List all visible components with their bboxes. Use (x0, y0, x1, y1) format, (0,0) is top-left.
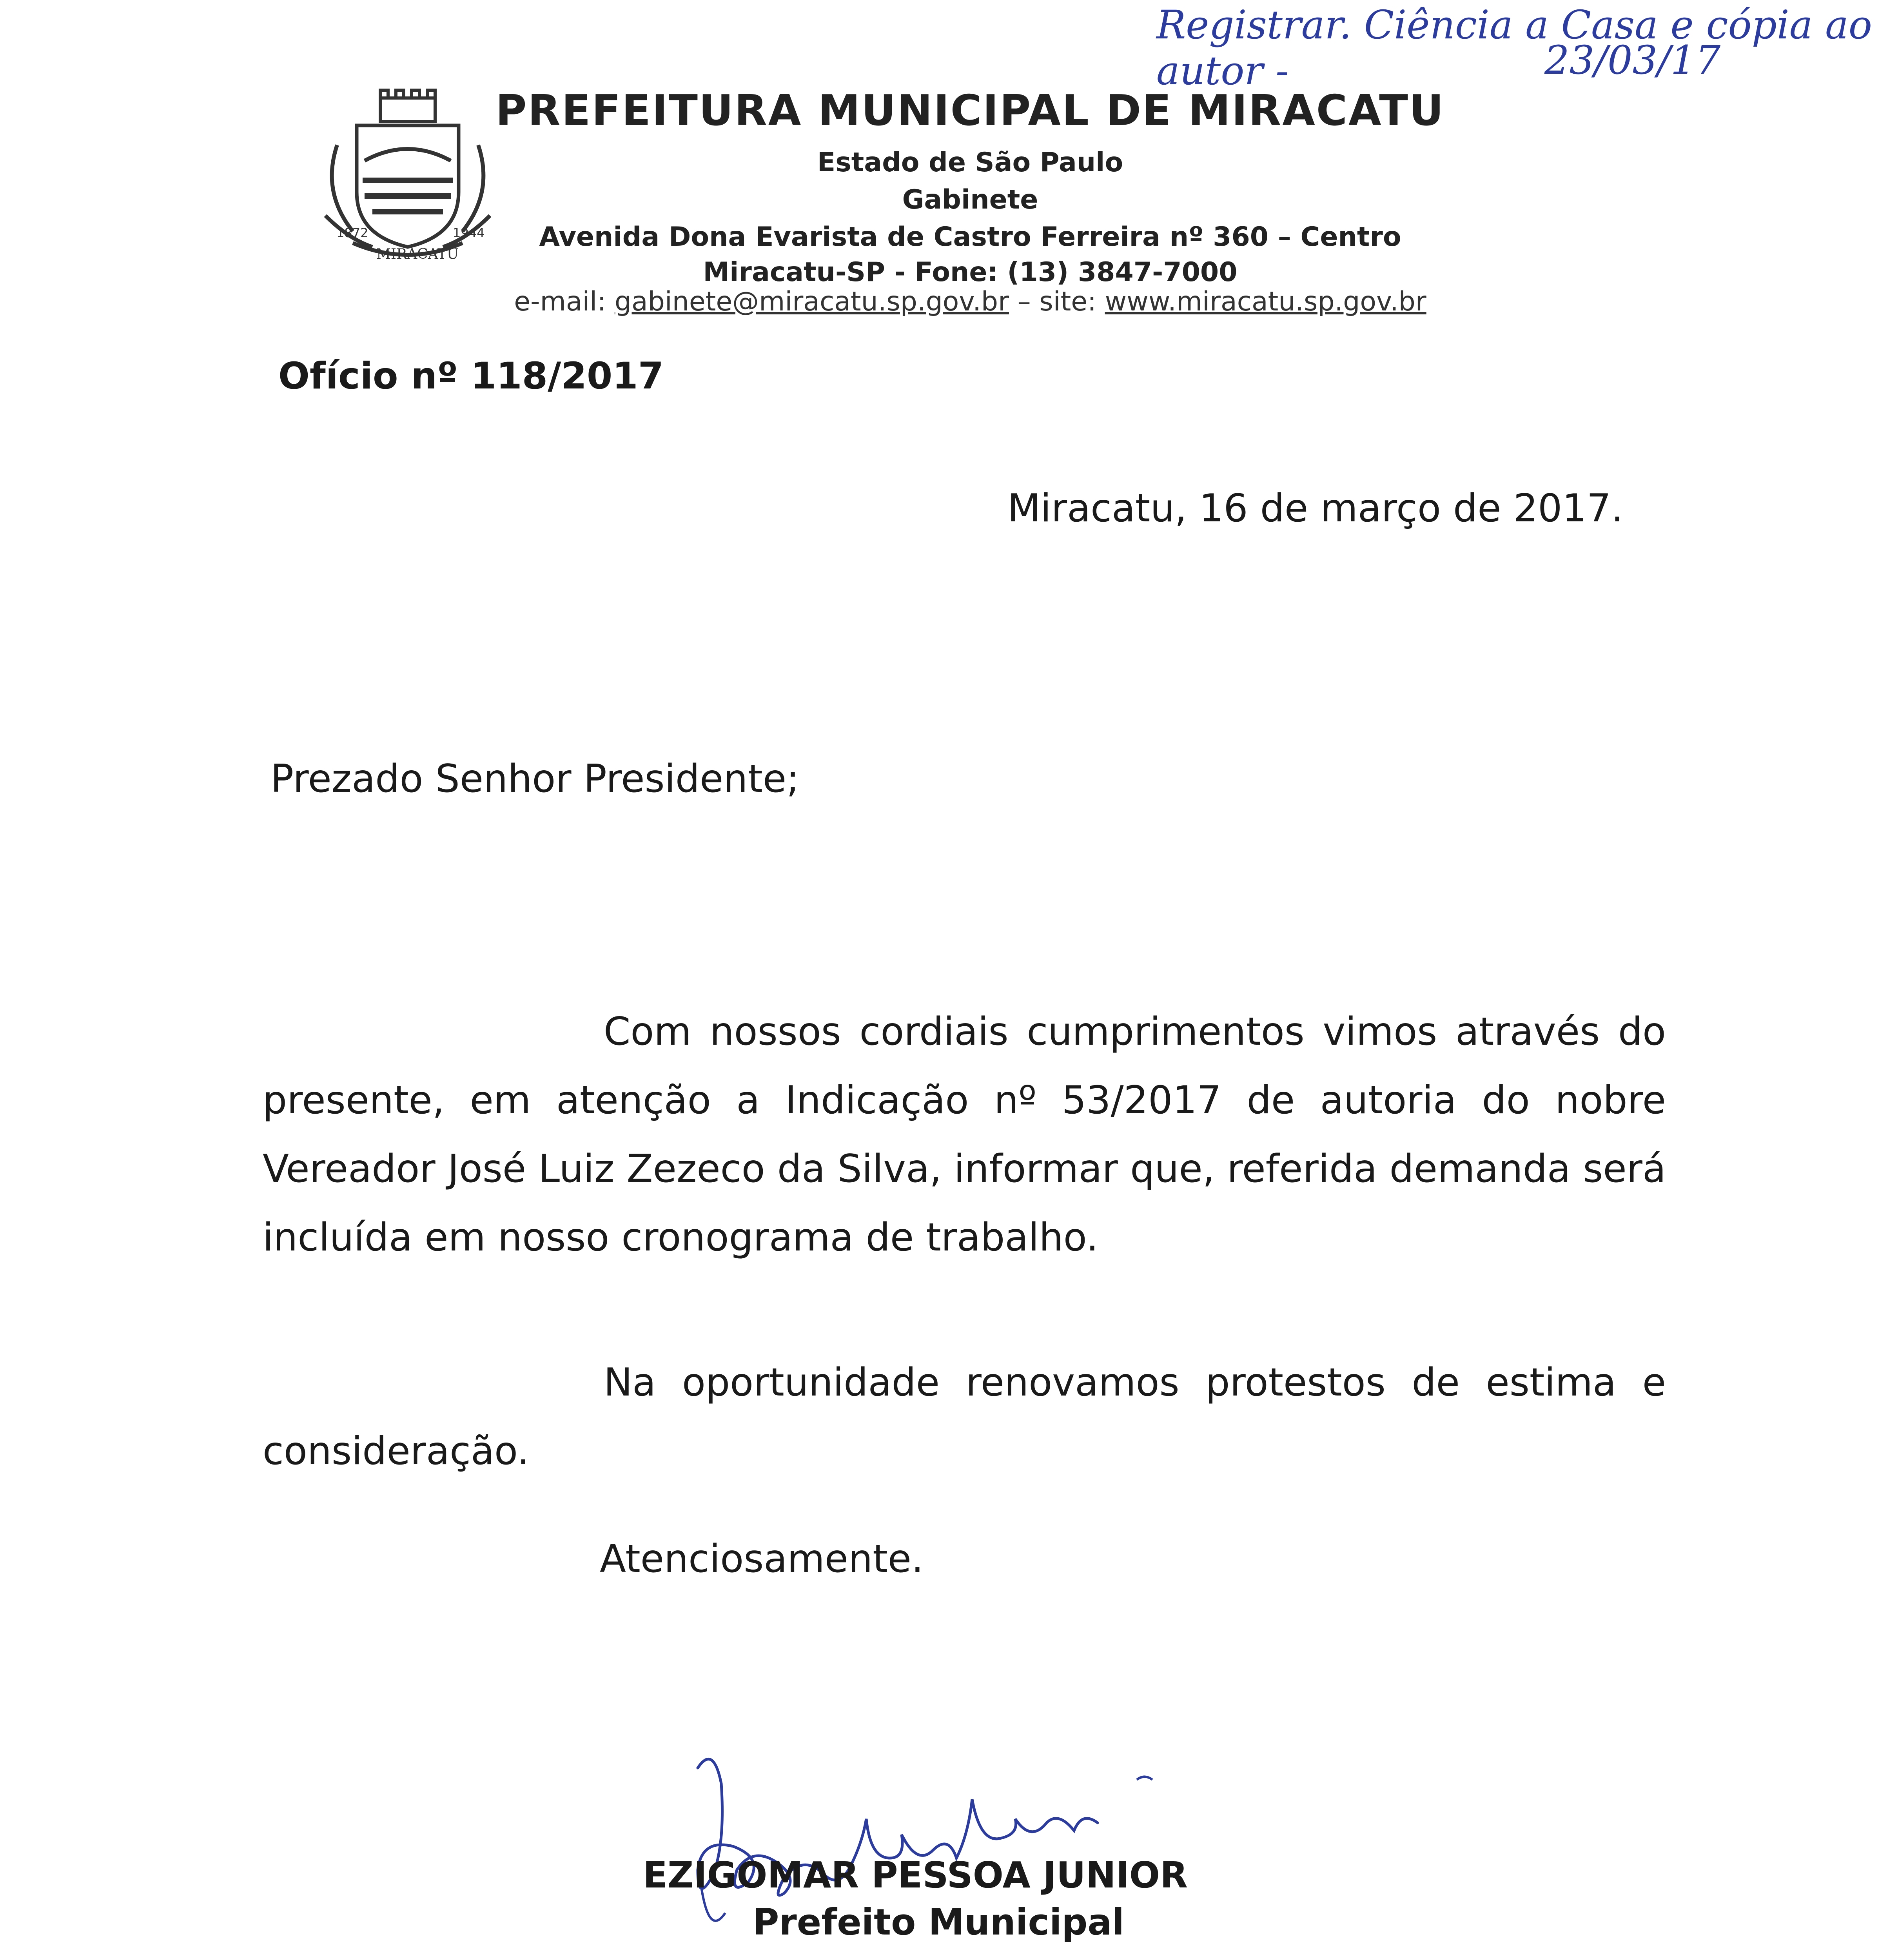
handwritten-top-note-date: 23/03/17 (1544, 37, 1721, 83)
page-title: PREFEITURA MUNICIPAL DE MIRACATU (495, 86, 1445, 135)
crest-name-banner: MIRACATU (376, 246, 459, 262)
site-separator: – site: (1017, 286, 1097, 317)
header-address: Avenida Dona Evarista de Castro Ferreira nº 360 – Centro (539, 221, 1401, 252)
body-paragraph-1: Com nossos cordiais cumprimentos vimos através do presente, em atenção a Indicação nº 53/2017 de autoria do nobre Vereador José Luiz Zezeco da Silva, informar que, referida demanda será incluída em nosso cronograma de trabalho. (263, 1009, 1666, 1260)
header-contacts (451, 286, 1490, 317)
email-link[interactable]: gabinete@miracatu.sp.gov.br (614, 286, 1009, 317)
email-label: e-mail: (514, 286, 606, 317)
date-line: Miracatu, 16 de março de 2017. (1007, 486, 1624, 531)
site-link[interactable]: www.miracatu.sp.gov.br (1105, 286, 1426, 317)
crest-year-right: 1944 (453, 225, 485, 240)
crest-year-left: 1872 (336, 225, 368, 240)
body-paragraph-2: Na oportunidade renovamos protestos de estima e consideração. (263, 1360, 1666, 1474)
handwritten-top-note: Registrar. Ciência a Casa e cópia ao autor - (1156, 2, 1872, 94)
office-number: Ofício nº 118/2017 (278, 355, 664, 397)
salutation: Prezado Senhor Presidente; (270, 757, 800, 801)
signer-name: EZIGOMAR PESSOA JUNIOR (643, 1854, 1188, 1896)
closing: Atenciosamente. (600, 1537, 924, 1581)
signer-title: Prefeito Municipal (753, 1901, 1124, 1943)
header-phone: Miracatu-SP - Fone: (13) 3847-7000 (703, 257, 1238, 288)
header-state: Estado de São Paulo (817, 147, 1123, 178)
header-office: Gabinete (902, 184, 1038, 215)
